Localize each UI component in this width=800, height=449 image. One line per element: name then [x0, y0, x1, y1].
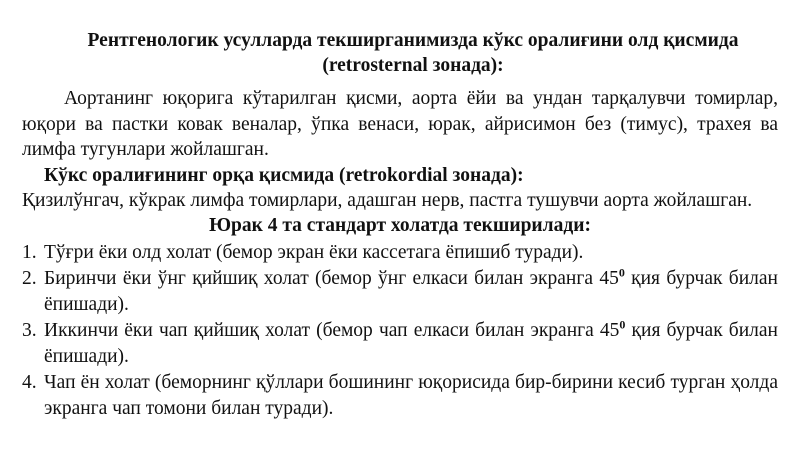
document-title	[22, 28, 778, 78]
angle-value: 45	[599, 319, 620, 341]
paragraph-anterior-mediastinum: Аортанинг юқорига кўтарилган қисми, аорта ёйи ва ундан тарқалувчи томирлар, юқори ва пастки ковак веналар, ўпка венаси, юрак, айрисимон без (тимус), трахея ва лимфа тугунлари жойлашган.	[22, 88, 778, 160]
list-item	[22, 240, 778, 266]
heading-posterior-mediastinum: Кўкс оралиғининг орқа қисмида (retrokordial зонада):	[44, 164, 524, 186]
list-item-text-end: қия бурчак билан ёпишади).	[44, 267, 778, 315]
list-item	[22, 266, 778, 318]
title-line-2: (retrosternal зонада):	[322, 55, 504, 76]
heart-positions-list	[22, 240, 778, 422]
list-item-number: 2.	[22, 267, 37, 289]
list-item-number: 4.	[22, 371, 37, 393]
degree-superscript: 0	[619, 317, 626, 331]
list-item	[22, 370, 778, 422]
angle-value: 45	[599, 267, 619, 289]
list-item-text-end: қия бурчак билан ёпишади).	[44, 319, 778, 367]
heading-heart-positions: Юрак 4 та стандарт холатда текширилади:	[209, 214, 591, 236]
list-item-number: 3.	[22, 319, 37, 341]
list-item-text: Тўғри ёки олд холат (бемор экран ёки кассетага ёпишиб туради).	[44, 241, 584, 263]
title-line-1: Рентгенологик усулларда текширганимизда кўкс оралиғини олд қисмида	[87, 30, 739, 51]
list-item-text: Иккинчи ёки чап қийшиқ холат (бемор чап елкаси билан экранга	[44, 319, 600, 341]
list-item	[22, 318, 778, 370]
list-item-number: 1.	[22, 241, 37, 263]
list-item-text: Чап ён холат (беморнинг қўллари бошининг юқорисида бир-бирини кесиб турган ҳолда экранга чап томони билан туради).	[44, 371, 778, 419]
degree-superscript: 0	[618, 265, 625, 279]
list-item-text: Биринчи ёки ўнг қийшиқ холат (бемор ўнг елкаси билан экранга	[44, 267, 600, 289]
paragraph-posterior-mediastinum: Қизилўнгач, кўкрак лимфа томирлари, адашган нерв, пастга тушувчи аорта жойлашган.	[22, 189, 753, 211]
